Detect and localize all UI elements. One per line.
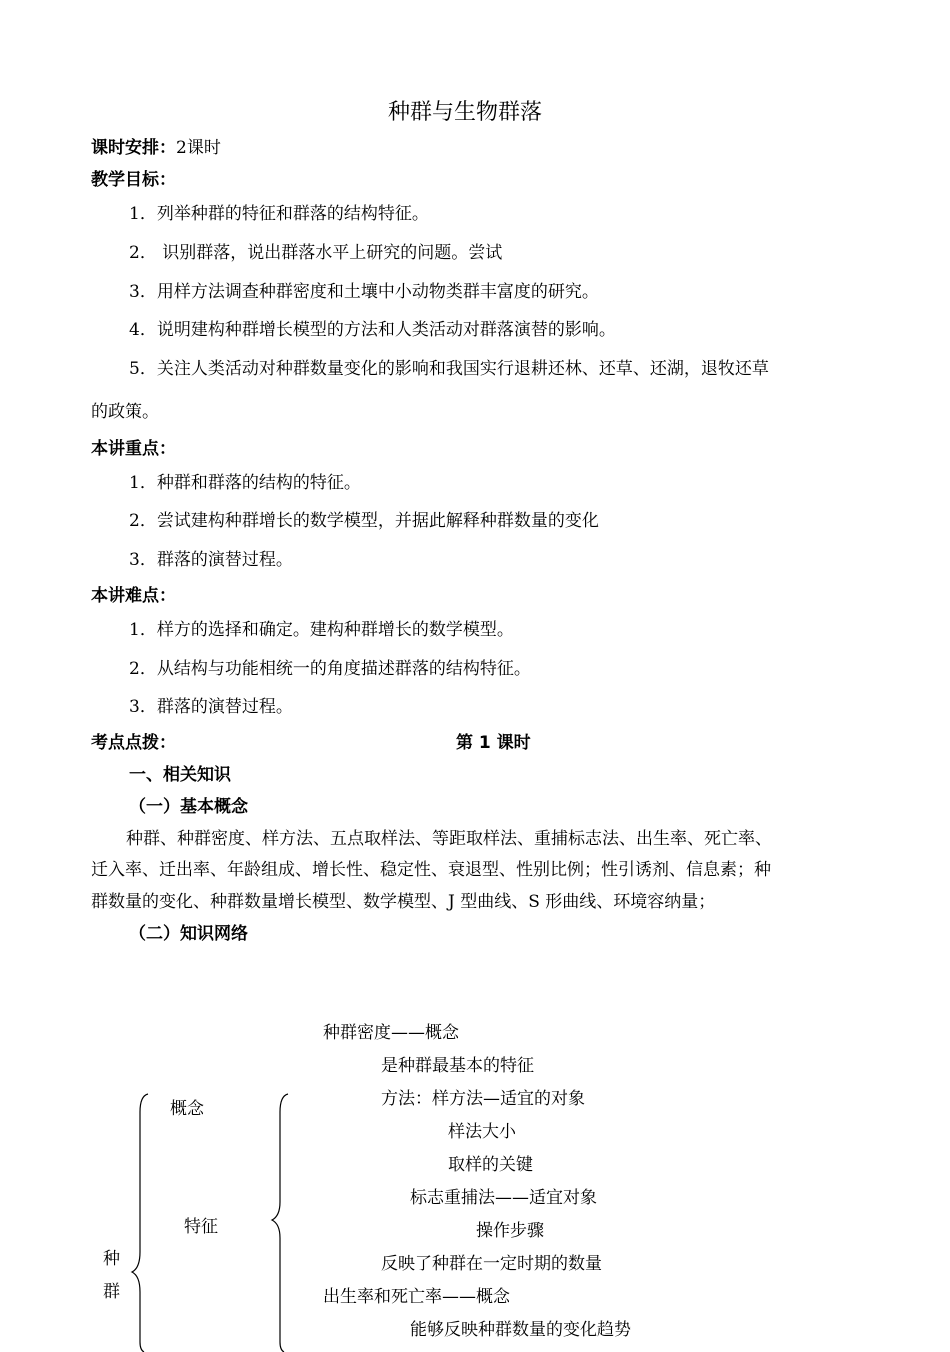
lesson-label: 第 1 课时 (456, 733, 531, 753)
diagram-feature-brace (268, 1092, 298, 1352)
difficult-point-item: 1．样方的选择和确定。建构种群增长的数学模型。 (129, 620, 514, 640)
difficult-point-item: 2．从结构与功能相统一的角度描述群落的结构特征。 (129, 659, 531, 679)
difficult-point-item: 3．群落的演替过程。 (129, 697, 293, 717)
diagram-root-char: 群 (103, 1282, 120, 1302)
diagram-node: 出生率和死亡率——概念 (323, 1287, 510, 1307)
diagram-feature-label: 特征 (184, 1217, 218, 1237)
diagram-node: 取样的关键 (448, 1155, 533, 1175)
key-points-heading: 本讲重点： (91, 439, 176, 459)
schedule-line (91, 137, 221, 159)
section-heading: 一、相关知识 (129, 765, 231, 785)
diagram-node: 样法大小 (448, 1122, 516, 1142)
diagram-node: 是种群最基本的特征 (381, 1056, 534, 1076)
key-point-item: 3．群落的演替过程。 (129, 550, 293, 570)
concepts-line: 群数量的变化、种群数量增长模型、数学模型、J 型曲线、S 形曲线、环境容纳量； (91, 892, 716, 912)
key-point-item: 2．尝试建构种群增长的数学模型，并据此解释种群数量的变化 (129, 511, 599, 531)
guidance-label: 考点点拨： (91, 733, 176, 753)
subsection-heading: （一）基本概念 (129, 797, 248, 817)
diagram-node: 反映了种群在一定时期的数量 (381, 1254, 602, 1274)
subsection-heading: （二）知识网络 (129, 924, 248, 944)
diagram-node: 能够反映种群数量的变化趋势 (410, 1320, 631, 1340)
diagram-node: 标志重捕法——适宜对象 (410, 1188, 597, 1208)
difficult-points-heading: 本讲难点： (91, 586, 176, 606)
objective-item: 1．列举种群的特征和群落的结构特征。 (129, 204, 429, 224)
diagram-left-brace (130, 1092, 160, 1352)
objectives-heading: 教学目标： (91, 170, 176, 190)
objective-item-continuation: 的政策。 (91, 402, 159, 422)
concepts-line: 迁入率、迁出率、年龄组成、增长性、稳定性、衰退型、性别比例；性引诱剂、信息素；种 (91, 860, 771, 880)
objective-item: 2． 识别群落，说出群落水平上研究的问题。尝试 (129, 243, 503, 263)
schedule-label: 课时安排： (91, 138, 176, 158)
diagram-node: 种群密度——概念 (323, 1023, 459, 1043)
diagram-concept-label: 概念 (170, 1099, 204, 1119)
objective-item: 5．关注人类活动对种群数量变化的影响和我国实行退耕还林、还草、还湖，退牧还草 (129, 359, 769, 379)
objective-item: 3．用样方法调查种群密度和土壤中小动物类群丰富度的研究。 (129, 282, 599, 302)
objective-item: 4．说明建构种群增长模型的方法和人类活动对群落演替的影响。 (129, 320, 616, 340)
page-title: 种群与生物群落 (388, 100, 543, 125)
diagram-root-char: 种 (103, 1249, 120, 1269)
concepts-line: 种群、种群密度、样方法、五点取样法、等距取样法、重捕标志法、出生率、死亡率、 (126, 829, 772, 849)
schedule-value: 2课时 (176, 138, 221, 158)
key-point-item: 1．种群和群落的结构的特征。 (129, 473, 361, 493)
diagram-node: 操作步骤 (476, 1221, 544, 1241)
diagram-node: 方法：样方法—适宜的对象 (381, 1089, 585, 1109)
